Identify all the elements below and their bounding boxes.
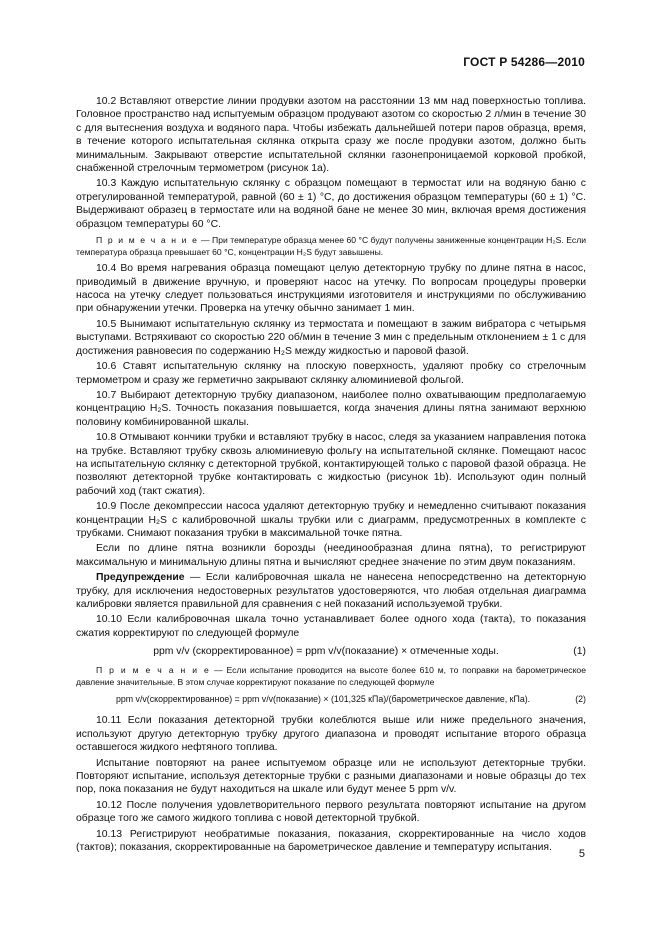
note-temperature xyxy=(76,235,586,258)
note-text: — Если испытание проводится на высоте более 610 м, то поправки на барометрическое давление значительные. В этом случае корректируют показание по следующей формуле xyxy=(76,665,586,687)
formula-2-number: (2) xyxy=(575,694,586,705)
paragraph-10-5: 10.5 Вынимают испытательную склянку из термостата и помещают в зажим вибратора с четырьмя выступами. Встряхивают со скоростью 220 об/мин в течение 3 мин с предельным отклонением ± 1 с для достижения равновесия по содержанию H₂S между жидкостью и паровой фазой. xyxy=(76,318,586,357)
paragraph-10-13: 10.13 Регистрируют необратимые показания, показания, скорректированные на число ходов (тактов); показания, скорректированные на барометрическое давление и температуру испытания. xyxy=(76,828,586,854)
paragraph-10-10: 10.10 Если калибровочная шкала точно устанавливает более одного хода (такта), то показания сжатия корректируют по следующей формуле xyxy=(76,614,586,639)
paragraph-10-8: 10.8 Отмывают кончики трубки и вставляют трубку в насос, следя за указанием направления потока на трубке. Вставляют трубку сквозь алюминиевую фольгу на испытательной склянке. Помещают насос на испытательную склянку с детекторной трубкой, контактирующей только с паровой фазой образца. Не позволяют детекторной трубке контактировать с жидкостью (рисунок 1b). Используют один полный рабочий ход (такт сжатия). xyxy=(76,432,586,497)
warning-text: — Если калибровочная шкала не нанесена непосредственно на детекторную трубку, для исключения недостоверных результатов удостоверяются, что любая отдельная диаграмма калибровки является правильной для сравнения с ней показаний используемой трубки. xyxy=(76,572,586,610)
formula-1-expression: ppm v/v (скорректированное) = ppm v/v(показание) × отмеченные ходы. xyxy=(153,646,499,658)
document-header: ГОСТ Р 54286—2010 xyxy=(463,55,585,69)
paragraph-10-9-continued: Если по длине пятна возникли борозды (неединообразная длина пятна), то регистрируют максимальную и минимальную длины пятна и вычисляют среднее значение по этим двум показаниям. xyxy=(76,543,586,568)
note-barometric xyxy=(76,665,586,688)
paragraph-10-9: 10.9 После декомпрессии насоса удаляют детекторную трубку и немедленно считывают показания концентрации H₂S с калибровочной шкалы трубки или с диаграмм, предусмотренных в комплекте с трубками. Снимают показания трубки в максимальной точке пятна. xyxy=(76,501,586,539)
warning-label: Предупреждение xyxy=(96,572,185,584)
formula-1 xyxy=(76,645,586,658)
formula-2-expression: ppm v/v(скорректированное) = ppm v/v(показание) × (101,325 кПа)/(барометрическое давление, кПа). xyxy=(116,694,531,705)
paragraph-10-11: 10.11 Если показания детекторной трубки колеблются выше или ниже предельного значения, используют другую детекторную трубку другого диапазона и проводят испытание второго образца оставшегося жидкого нефтяного топлива. xyxy=(76,715,586,754)
note-label: П р и м е ч а н и е xyxy=(96,665,211,676)
paragraph-10-12: 10.12 После получения удовлетворительного первого результата повторяют испытание на другом образце того же самого жидкого топлива с новой детекторной трубкой. xyxy=(76,799,586,825)
paragraph-10-11-continued: Испытание повторяют на ранее испытуемом образце или не используют детекторные трубки. Повторяют испытание, используя детекторные трубки с разными диапазонами и новые образцы до тех пор, пока показания не будут находиться на шкале или будут менее 5 ppm v/v. xyxy=(76,757,586,796)
formula-2 xyxy=(76,693,586,706)
page-number: 5 xyxy=(578,848,585,860)
paragraph-10-6: 10.6 Ставят испытательную склянку на плоскую поверхность, удаляют пробку со стрелочным термометром и сразу же герметично закрывают склянку алюминиевой фольгой. xyxy=(76,361,586,386)
document-body xyxy=(76,95,586,856)
paragraph-10-2: 10.2 Вставляют отверстие линии продувки азотом на расстоянии 13 мм над поверхностью топлива. Головное пространство над испытуемым образцом продувают азотом со скоростью 2 л/мин в течение 30 с для вытеснения воздуха и водяного пара. Чтобы избежать дальнейшей потери паров образца, время, в течение которого испытательная склянка открыта сразу же после продувки азотом, должно быть минимальным. Закрывают отверстие испытательной склянки газонепроницаемой корковой пробкой, снабженной стрелочным термометром (рисунок 1а). xyxy=(76,96,586,175)
note-text: — При температуре образца менее 60 °С будут получены заниженные концентрации H₂S. Если температура образца превышает 60 °С, концентрации H₂S будут завышены. xyxy=(76,235,587,257)
paragraph-10-4: 10.4 Во время нагревания образца помещают целую детекторную трубку по длине пятна в насос, приводимый в движение вручную, и проверяют насос на утечку. По вопросам процедуры проверки насоса на утечку следует пользоваться инструкциями изготовителя и инструкциями по обслуживанию при обнаружении утечки. Проверка на утечку обычно занимает 1 мин. xyxy=(76,263,586,315)
paragraph-10-7: 10.7 Выбирают детекторную трубку диапазоном, наиболее полно охватывающим предполагаемую концентрацию H₂S. Точность показания повышается, когда значения длины пятна занимают верхнюю половину комбинированной шкалы. xyxy=(76,389,586,428)
formula-1-number: (1) xyxy=(573,646,586,658)
note-label: П р и м е ч а н и е xyxy=(96,235,199,246)
paragraph-10-3: 10.3 Каждую испытательную склянку с образцом помещают в термостат или на водяную баню с отрегулированной температурой, равной (60 ± 1) °С, до достижения образцом температуры (60 ± 1) °С. Выдерживают образец в термостате или на водяной бане не менее 30 мин, включая время достижения образцом температуры 60 °С. xyxy=(76,178,586,230)
warning-paragraph xyxy=(76,571,586,611)
